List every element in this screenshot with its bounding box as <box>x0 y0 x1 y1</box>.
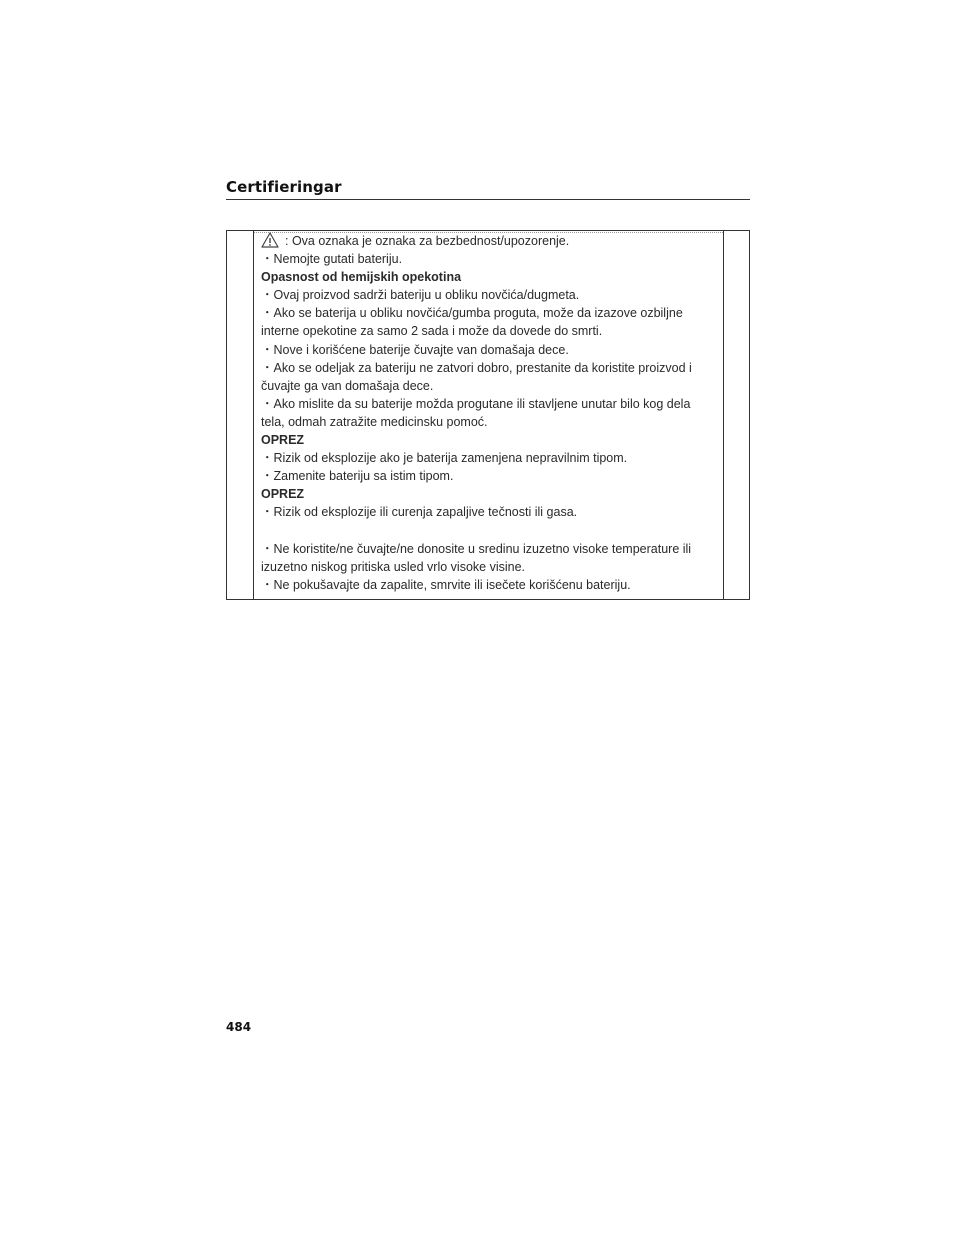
notice-text: OPREZ <box>261 433 305 448</box>
notice-line <box>261 449 721 467</box>
notice-text: ・Zamenite bateriju sa istim tipom. <box>261 469 454 484</box>
battery-safety-notice <box>261 232 721 594</box>
notice-text: ・Rizik od eksplozije ili curenja zapaljive tečnosti ili gasa. <box>261 505 578 520</box>
notice-text: ・Nove i korišćene baterije čuvajte van domašaja dece. <box>261 342 569 357</box>
notice-text: ・Ako mislite da su baterije možda progutane ili stavljene unutar bilo kog dela <box>261 396 691 411</box>
notice-text: OPREZ <box>261 487 305 502</box>
notice-text: ・Rizik od eksplozije ako je baterija zamenjena nepravilnim tipom. <box>261 451 628 466</box>
notice-line <box>261 341 721 359</box>
notice-line <box>261 286 721 304</box>
notice-line <box>261 467 721 485</box>
notice-spacer <box>261 522 721 540</box>
notice-text: čuvajte ga van domašaja dece. <box>261 378 434 393</box>
page-number: 484 <box>226 1020 252 1034</box>
notice-heading <box>261 485 721 503</box>
notice-line <box>261 304 721 322</box>
notice-line <box>261 540 721 558</box>
notice-line <box>261 558 721 576</box>
notice-line <box>261 322 721 340</box>
notice-text: interne opekotine za samo 2 sada i može da dovede do smrti. <box>261 324 603 339</box>
notice-text: ・Ovaj proizvod sadrži bateriju u obliku novčića/dugmeta. <box>261 288 580 303</box>
notice-line <box>261 359 721 377</box>
notice-text: ・Nemojte gutati bateriju. <box>261 252 403 267</box>
notice-line <box>261 503 721 521</box>
notice-text: ・Ne koristite/ne čuvajte/ne donosite u sredinu izuzetno visoke temperature ili <box>261 541 692 556</box>
notice-text: ・Ako se baterija u obliku novčića/gumba proguta, može da izazove ozbiljne <box>261 306 683 321</box>
title-rule <box>226 199 750 200</box>
notice-line <box>261 250 721 268</box>
notice-text: ・Ako se odeljak za bateriju ne zatvori dobro, prestanite da koristite proizvod i <box>261 360 692 375</box>
notice-text: Opasnost od hemijskih opekotina <box>261 270 462 285</box>
notice-text: izuzetno niskog pritiska usled vrlo visoke visine. <box>261 559 526 574</box>
notice-text: : Ova oznaka je oznaka za bezbednost/upozorenje. <box>285 234 570 248</box>
notice-heading <box>261 431 721 449</box>
notice-line <box>261 232 721 250</box>
notice-line <box>261 377 721 395</box>
section-title: Certifieringar <box>226 178 342 196</box>
notice-line <box>261 413 721 431</box>
notice-line <box>261 576 721 594</box>
notice-right-rule <box>723 230 724 600</box>
notice-text: ・Ne pokušavajte da zapalite, smrvite ili isečete korišćenu bateriju. <box>261 577 631 592</box>
notice-left-rule <box>253 230 254 600</box>
notice-line <box>261 395 721 413</box>
notice-heading <box>261 268 721 286</box>
notice-text: tela, odmah zatražite medicinsku pomoć. <box>261 414 488 429</box>
